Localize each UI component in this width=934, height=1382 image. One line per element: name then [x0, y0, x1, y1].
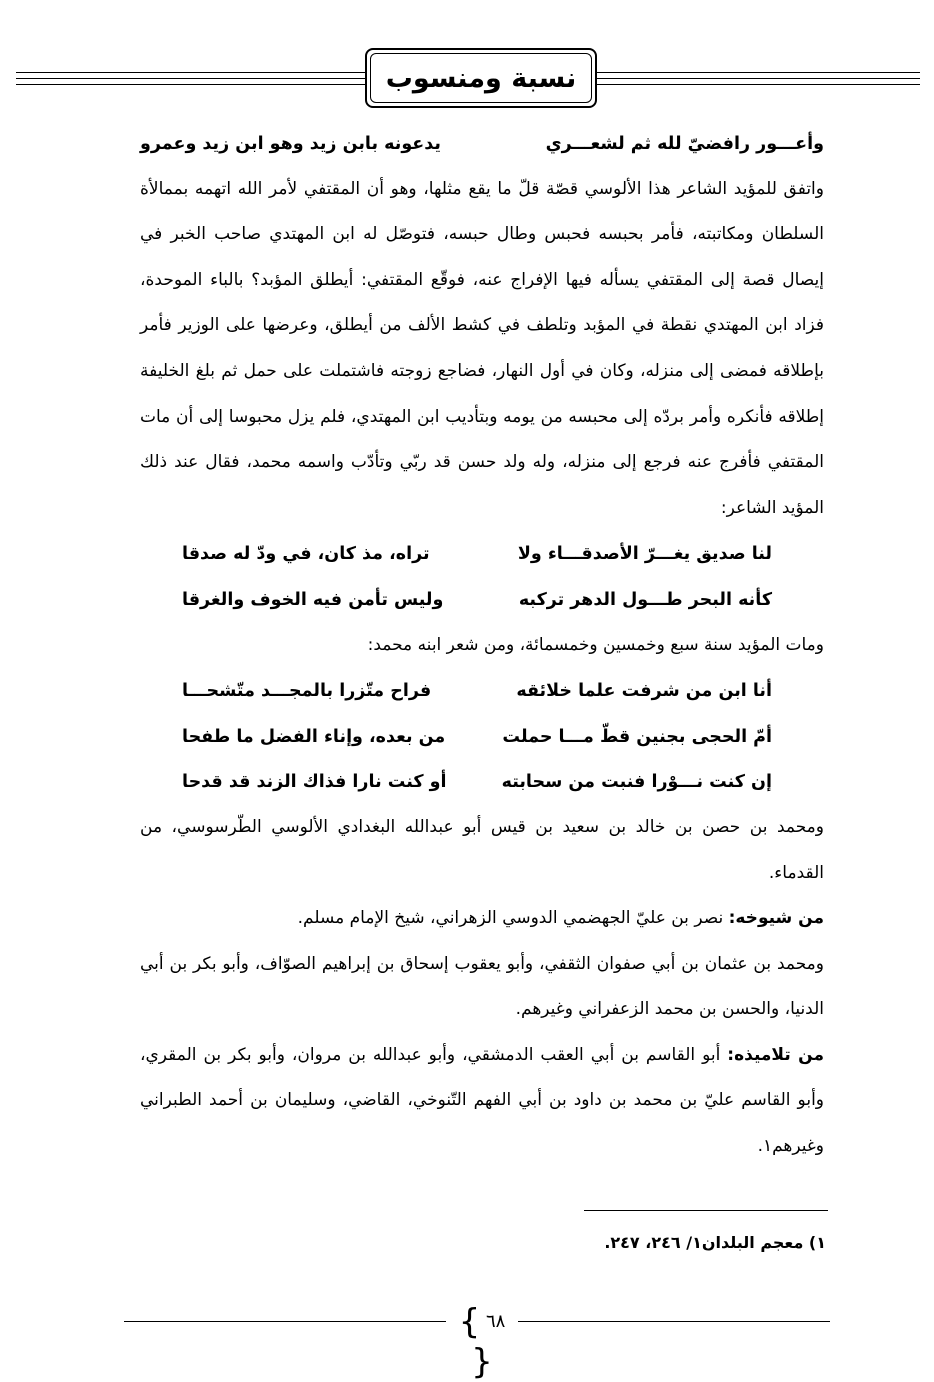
verse-line: [140, 668, 824, 714]
verse-hemistich-right: إن كنت نـــوْرا فنبت من سحابته: [501, 772, 772, 793]
page-number-rule-right: [518, 1321, 830, 1322]
teachers-text: نصر بن عليّ الجهضمي الدوسي الزهراني، شيخ الإمام مسلم.: [297, 908, 729, 929]
verse-hemistich-left: تراه، مذ كان، في ودّ له صدقا: [182, 544, 430, 565]
running-header: [365, 48, 597, 108]
running-header-title: نسبة ومنسوب: [370, 53, 592, 103]
header-rule-right-2: [597, 78, 920, 79]
teachers-label: من شيوخه:: [728, 908, 824, 929]
verse-hemistich-right: وأعـــور رافضيّ لله ثم لشعـــري: [545, 133, 824, 154]
verse-hemistich-left: من بعده، وإناء الفضل ما طفحا: [182, 726, 446, 747]
page-number: [447, 1302, 517, 1382]
header-rule-right-3: [597, 84, 920, 85]
students-text: أبو القاسم بن أبي العقب الدمشقي، وأبو عبدالله بن مروان، وأبو بكر بن المقري، وأبو القاسم عليّ بن محمد بن داود بن أبي الفهم التّنوخي، القاضي، وسليمان بن أحمد الطبراني وغيرهم١.: [140, 1044, 824, 1157]
verse-hemistich-right: كأنه البحر طـــول الدهر تركبه: [518, 589, 772, 610]
page-number-value: ٦٨: [486, 1311, 506, 1332]
page-number-brace-open: {: [458, 1302, 481, 1342]
paragraph-students: [140, 1033, 824, 1170]
footnote-divider: [584, 1210, 828, 1211]
header-rule-left-2: [16, 78, 365, 79]
paragraph-biography: ومحمد بن حصن بن خالد بن سعيد بن قيس أبو عبدالله البغدادي الألوسي الطّرسوسي، من القدماء.: [140, 816, 824, 883]
verse-hemistich-left: يدعونه بابن زيد وهو ابن زيد وعمرو: [140, 133, 441, 154]
paragraph-death: ومات المؤيد سنة سبع وخمسين وخمسمائة، ومن شعر ابنه محمد:: [367, 634, 824, 655]
footnote: ١) معجم البلدان١/ ٢٤٦، ٢٤٧.: [604, 1233, 826, 1252]
paragraph-story: واتفق للمؤيد الشاعر هذا الألوسي قصّة قلّ ما يقع مثلها، وهو أن المقتفي لأمر الله اتهمه بممالأة السلطان ومكاتبته، فأمر بحبسه فحبس وطال حبسه، فتوصّل له ابن المهتدي صاحب الخبر في إيصال قصة إلى المقتفي يسأله فيها الإفراج عنه، فوقّع المقتفي: أيطلق المؤبد؟ بالباء الموحدة، فزاد ابن المهتدي نقطة في المؤبد وتلطف في كشط الألف من أيطلق، وعرضها على الوزير فأمر بإطلاقه فمضى إلى منزله، وكان في أول النهار، فضاجع زوجته فاشتملت على حمل ثم بلغ الخليفة إطلاقه فأنكره وأمر بردّه إلى محبسه من يومه وبتأديب ابن المهتدي، فلم يزل محبوسا إلى أن مات المقتفي فأفرج عنه فرجع إلى منزله، وله ولد حسن قد ربّي وتأدّب واسمه محمد، فقال عند ذلك المؤيد الشاعر:: [140, 178, 824, 518]
verse-hemistich-left: وليس تأمن فيه الخوف والغرقا: [182, 589, 444, 610]
verse-hemistich-right: لنا صديق يغـــرّ الأصدقـــاء ولا: [517, 544, 772, 565]
verse-line: [140, 759, 824, 805]
header-rule-right-1: [597, 72, 920, 73]
verse-line: [140, 121, 824, 167]
verse-line: [140, 577, 824, 623]
students-label: من تلاميذه:: [727, 1044, 824, 1065]
verse-hemistich-right: أمّ الحجى بجنين قطّ مـــا حملت: [502, 726, 772, 747]
page-number-brace-close: }: [471, 1342, 493, 1382]
page-number-rule-left: [124, 1321, 446, 1322]
header-rule-left-1: [16, 72, 365, 73]
verse-line: [140, 531, 824, 577]
verse-hemistich-left: أو كنت نارا فذاك الزند قد قدحا: [182, 772, 447, 793]
page-body: [140, 121, 824, 1170]
verse-hemistich-right: أنا ابن من شرفت علما خلائقه: [516, 680, 772, 701]
verse-line: [140, 714, 824, 760]
verse-hemistich-left: فراح متّزرا بالمجـــد متّشحـــا: [182, 680, 432, 701]
header-rule-left-3: [16, 84, 365, 85]
paragraph-teachers-more: ومحمد بن عثمان بن أبي صفوان الثقفي، وأبو يعقوب إسحاق بن إبراهيم الصوّاف، وأبو بكر بن أبي الدنيا، والحسن بن محمد الزعفراني وغيرهم.: [140, 953, 824, 1020]
paragraph-teachers: [140, 896, 824, 942]
